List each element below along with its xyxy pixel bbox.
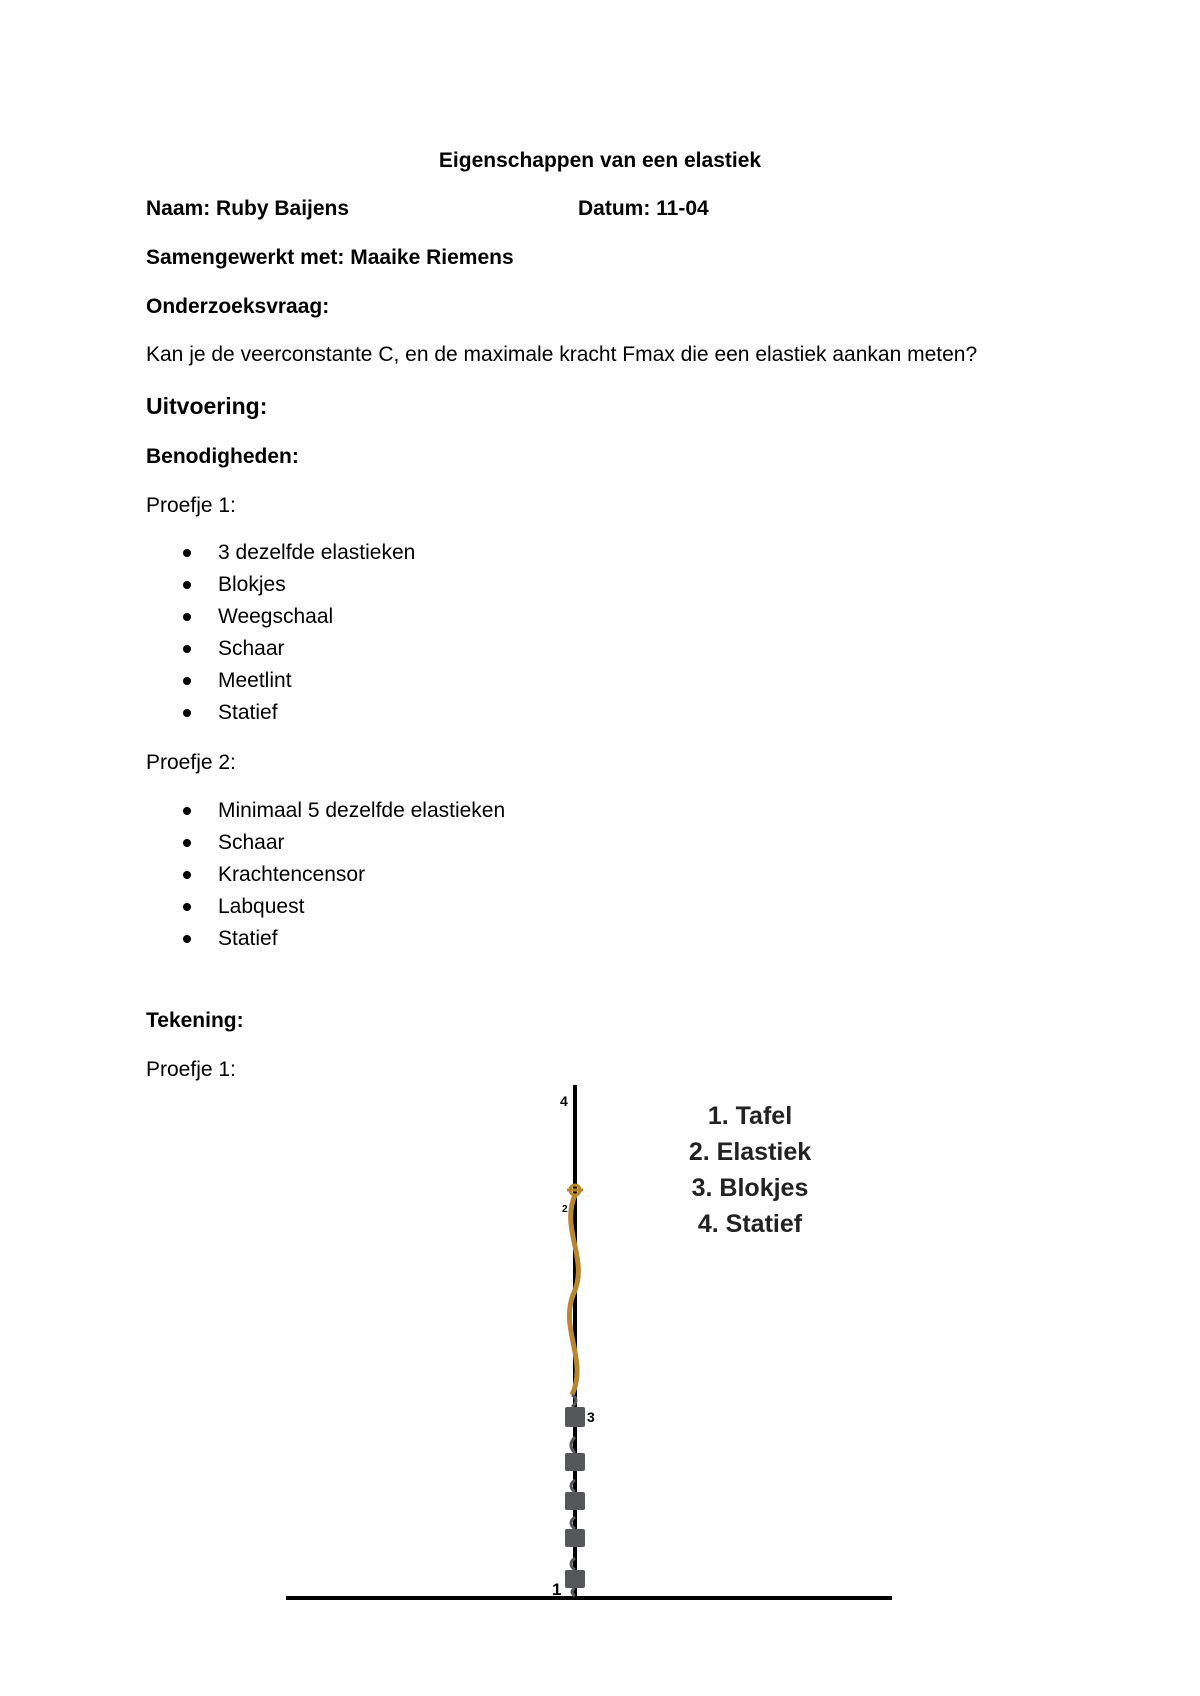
list-item: Blokjes: [146, 569, 415, 601]
list-item: Krachtencensor: [146, 859, 505, 891]
research-question-text: Kan je de veerconstante C, en de maximale kracht Fmax die een elastiek aankan meten?: [146, 343, 978, 366]
list-item: Statief: [146, 923, 505, 955]
list-item: Labquest: [146, 891, 505, 923]
label-table: 1: [552, 1580, 562, 1599]
list-item: Schaar: [146, 827, 505, 859]
legend-item: 2. Elastiek: [688, 1138, 812, 1166]
collaboration-line: Samengewerkt met: Maaike Riemens: [146, 246, 514, 269]
drawing-label: Proefje 1:: [146, 1058, 236, 1081]
experiment2-materials-list: [146, 795, 505, 955]
label-blocks: 3: [587, 1409, 595, 1425]
execution-heading: Uitvoering:: [146, 393, 268, 419]
research-question-heading: Onderzoeksvraag:: [146, 295, 330, 318]
list-item: Schaar: [146, 633, 415, 665]
experiment1-label: Proefje 1:: [146, 494, 236, 517]
list-item: Minimaal 5 dezelfde elastieken: [146, 795, 505, 827]
list-item: Meetlint: [146, 665, 415, 697]
date-line: Datum: 11-04: [578, 197, 709, 220]
label-elastic: 2: [562, 1204, 568, 1215]
drawing-heading: Tekening:: [146, 1009, 244, 1032]
experiment2-label: Proefje 2:: [146, 751, 236, 774]
legend-item: 4. Statief: [697, 1210, 803, 1238]
list-item: 3 dezelfde elastieken: [146, 537, 415, 569]
document-title: Eigenschappen van een elastiek: [438, 149, 762, 172]
list-item: Weegschaal: [146, 601, 415, 633]
name-line: Naam: Ruby Baijens: [146, 197, 350, 220]
label-stand: 4: [560, 1093, 568, 1109]
legend-item: 1. Tafel: [707, 1102, 793, 1130]
list-item: Statief: [146, 697, 415, 729]
drawing-legend: [660, 1098, 840, 1242]
materials-heading: Benodigheden:: [146, 445, 299, 468]
legend-item: 3. Blokjes: [691, 1174, 809, 1202]
experiment1-materials-list: [146, 537, 415, 729]
